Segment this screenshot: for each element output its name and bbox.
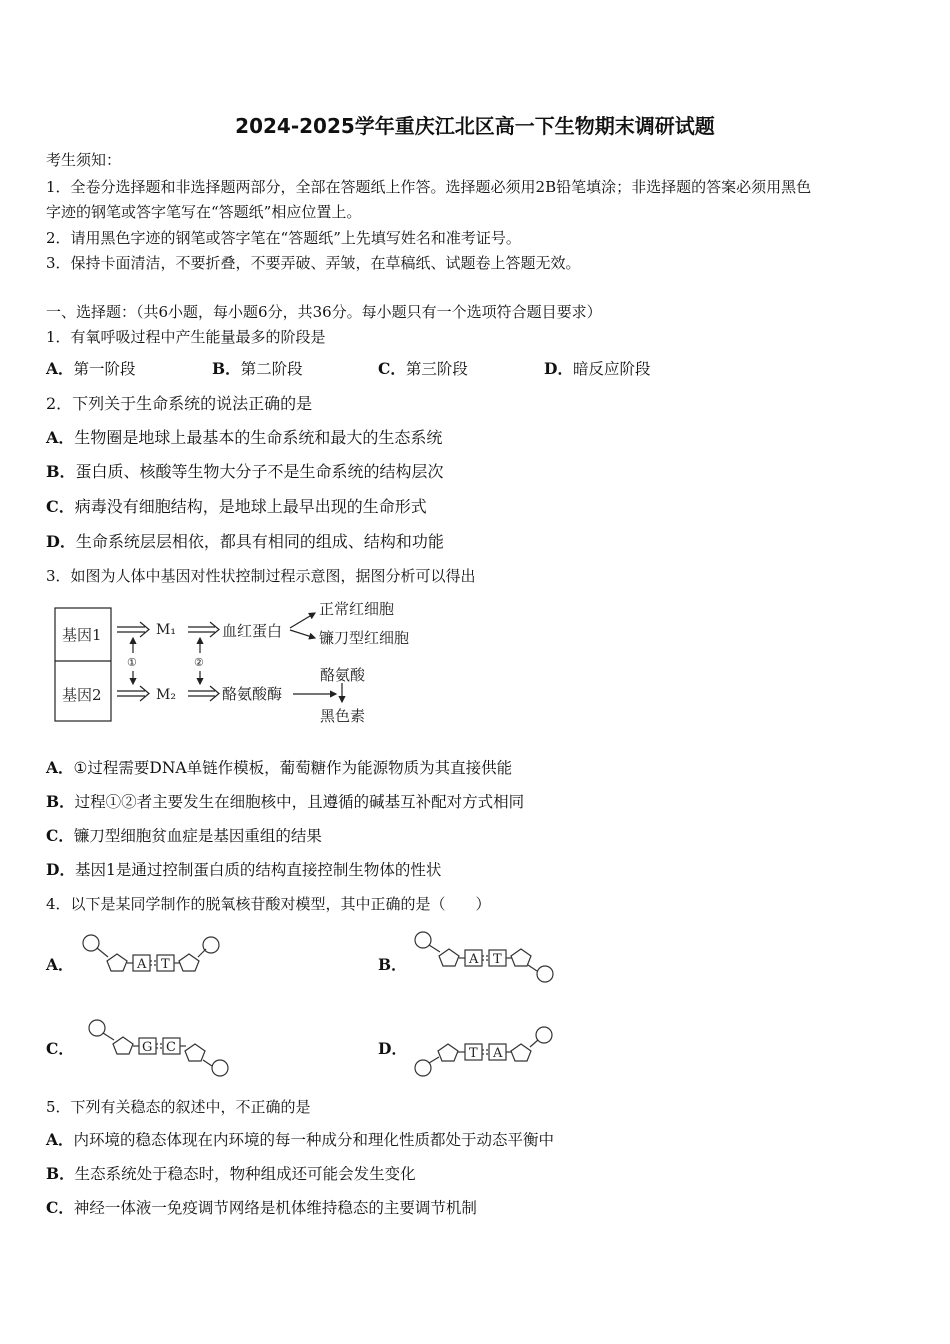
q5-option-b xyxy=(46,1164,416,1184)
q4-option-c-label: C． xyxy=(46,1039,74,1058)
q3-option-d xyxy=(46,860,441,880)
base-label: C xyxy=(166,1040,176,1055)
m1-label: M₁ xyxy=(156,622,176,638)
option-text: 生态系统处于稳态时，物种组成还可能会发生变化 xyxy=(74,1165,416,1183)
option-text: 内环境的稳态体现在内环境的每一种成分和理化性质都处于动态平衡中 xyxy=(73,1131,555,1149)
option-text: ①过程需要DNA单链作模板，葡萄糖作为能源物质为其直接供能 xyxy=(73,759,513,777)
normal-rbc-label: 正常红细胞 xyxy=(319,600,395,618)
gene1-label: 基因1 xyxy=(62,626,102,644)
section-heading: 一、选择题：（共6小题，每小题6分，共36分。每小题只有一个选项符合题目要求） xyxy=(46,303,602,321)
q2-option-c xyxy=(46,497,427,517)
base-label: A xyxy=(469,952,479,967)
hemoglobin-label: 血红蛋白 xyxy=(222,622,283,640)
option-label: A． xyxy=(46,359,74,378)
base-label: T xyxy=(469,1046,478,1061)
base-label: A xyxy=(493,1046,503,1061)
option-text: 病毒没有细胞结构，是地球上最早出现的生命形式 xyxy=(74,497,427,516)
option-label: D． xyxy=(46,532,76,551)
option-label: D． xyxy=(544,359,573,378)
base-label: T xyxy=(161,957,170,972)
option-text: 蛋白质、核酸等生物大分子不是生命系统的结构层次 xyxy=(75,462,444,481)
m2-label: M₂ xyxy=(156,687,176,703)
option-label: A． xyxy=(46,758,74,777)
q2-option-b xyxy=(46,462,444,482)
q4-model-d xyxy=(410,1022,560,1080)
q2-option-a xyxy=(46,428,442,448)
melanin-label: 黑色素 xyxy=(320,707,366,725)
option-label: A． xyxy=(46,428,75,447)
q4-stem: 4．以下是某同学制作的脱氧核苷酸对模型，其中正确的是（ ） xyxy=(46,895,491,913)
option-label: B． xyxy=(212,359,241,378)
q2-stem: 2．下列关于生命系统的说法正确的是 xyxy=(46,394,313,413)
q1-option-c xyxy=(378,359,468,379)
base-label: G xyxy=(142,1040,153,1055)
q4-model-b xyxy=(410,930,558,982)
process-1-mark: ① xyxy=(127,656,137,669)
base-label: T xyxy=(493,952,502,967)
option-text: 暗反应阶段 xyxy=(572,360,651,378)
option-label: D． xyxy=(46,860,75,879)
q1-option-d xyxy=(544,359,650,379)
option-label: C． xyxy=(46,497,75,516)
notice-line-3: 3．保持卡面清洁，不要折叠，不要弄破、弄皱，在草稿纸、试题卷上答题无效。 xyxy=(46,254,581,272)
option-text: 第二阶段 xyxy=(240,360,303,378)
q4-model-a xyxy=(78,933,226,975)
tyrosinase-label: 酪氨酸酶 xyxy=(222,685,283,703)
q4-option-d-label: D． xyxy=(378,1039,407,1058)
q3-option-c xyxy=(46,826,322,846)
q3-option-b xyxy=(46,792,524,812)
option-label: C． xyxy=(46,826,74,845)
option-text: 基因1是通过控制蛋白质的结构直接控制生物体的性状 xyxy=(74,861,442,879)
notice-line-2: 2．请用黑色字迹的钢笔或答字笔在“答题纸”上先填写姓名和准考证号。 xyxy=(46,229,521,247)
option-label: B． xyxy=(46,1164,75,1183)
q3-option-a xyxy=(46,758,512,778)
option-label: C． xyxy=(378,359,406,378)
q5-option-c xyxy=(46,1198,477,1218)
sickle-rbc-label: 镰刀型红细胞 xyxy=(319,629,410,647)
option-text: 过程①②者主要发生在细胞核中，且遵循的碱基互补配对方式相同 xyxy=(74,793,525,811)
q1-option-a xyxy=(46,359,136,379)
q4-model-c xyxy=(84,1018,234,1078)
option-text: 生物圈是地球上最基本的生命系统和最大的生态系统 xyxy=(74,428,443,447)
option-text: 镰刀型细胞贫血症是基因重组的结果 xyxy=(73,827,322,845)
q1-option-b xyxy=(212,359,303,379)
q2-option-d xyxy=(46,532,444,552)
option-text: 生命系统层层相依，都具有相同的组成、结构和功能 xyxy=(75,532,444,551)
notice-line-1a: 1．全卷分选择题和非选择题两部分，全部在答题纸上作答。选择题必须用2B铅笔填涂；非选择题的答案必须用黑色 xyxy=(46,178,812,196)
q5-stem: 5．下列有关稳态的叙述中，不正确的是 xyxy=(46,1098,311,1116)
q5-option-a xyxy=(46,1130,554,1150)
gene2-label: 基因2 xyxy=(62,686,102,704)
notice-line-1b: 字迹的钢笔或答字笔写在“答题纸”相应位置上。 xyxy=(46,203,362,221)
page-title: 2024-2025学年重庆江北区高一下生物期末调研试题 xyxy=(235,114,715,138)
option-text: 第一阶段 xyxy=(73,360,136,378)
gene-control-diagram xyxy=(50,596,450,731)
option-label: C． xyxy=(46,1198,74,1217)
q3-stem: 3．如图为人体中基因对性状控制过程示意图，据图分析可以得出 xyxy=(46,567,476,585)
option-label: B． xyxy=(46,462,76,481)
q4-option-a-label: A． xyxy=(46,955,74,974)
option-text: 神经一体液一免疫调节网络是机体维持稳态的主要调节机制 xyxy=(73,1199,477,1217)
option-label: B． xyxy=(46,792,75,811)
q1-stem: 1．有氧呼吸过程中产生能量最多的阶段是 xyxy=(46,328,326,346)
notice-heading: 考生须知： xyxy=(46,151,122,169)
tyrosine-label: 酪氨酸 xyxy=(320,666,366,684)
q4-option-b-label: B． xyxy=(378,955,407,974)
base-label: A xyxy=(137,957,147,972)
option-label: A． xyxy=(46,1130,74,1149)
option-text: 第三阶段 xyxy=(405,360,468,378)
process-2-mark: ② xyxy=(194,656,204,669)
